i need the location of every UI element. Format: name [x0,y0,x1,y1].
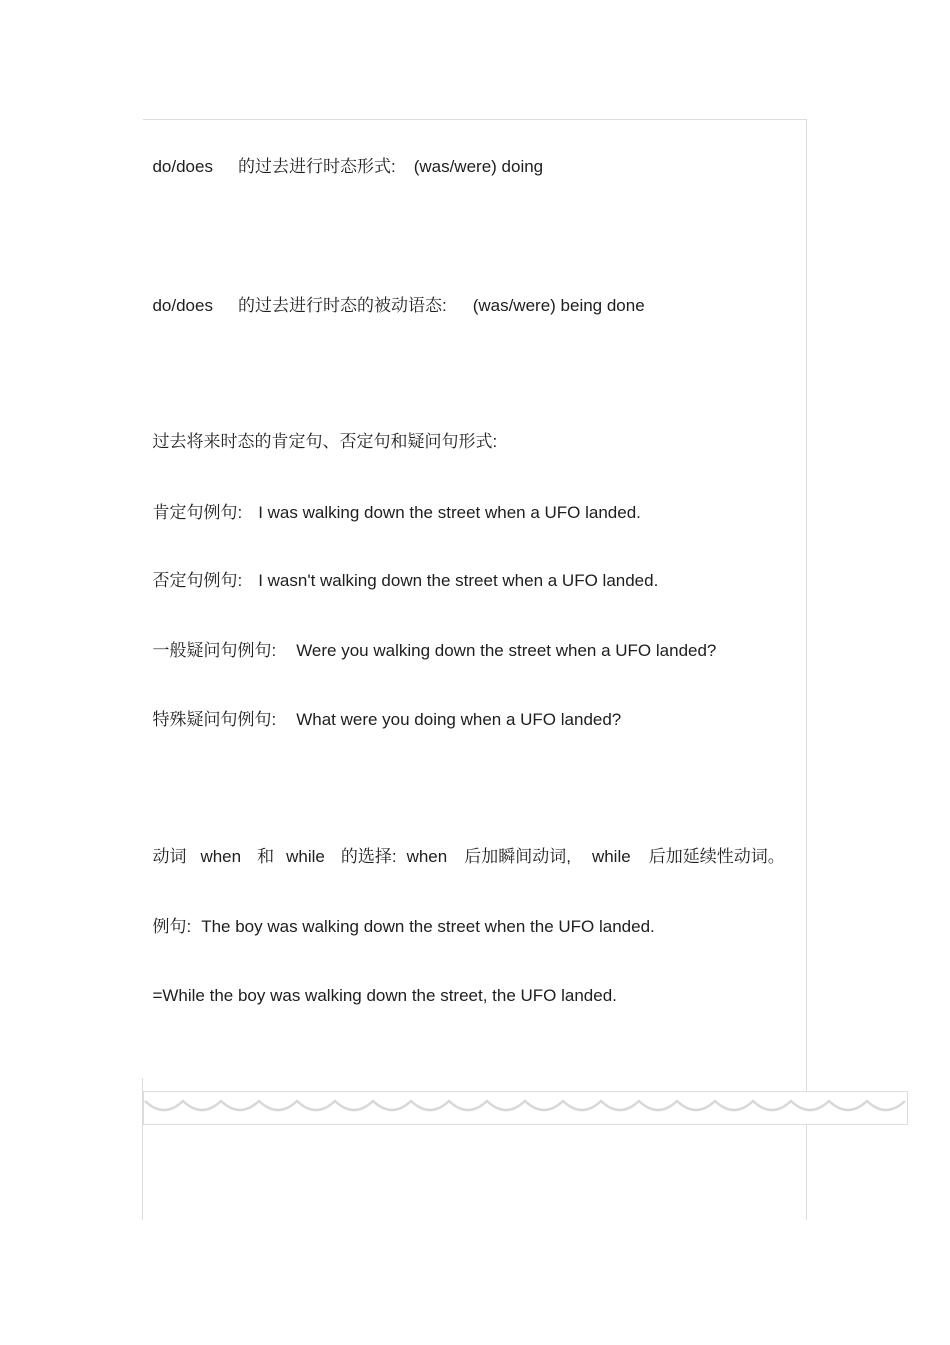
rule-word-durative-verb: 后加延续性动词。 [648,847,785,866]
scallop-strip-box [144,1092,908,1125]
example-while-line [143,963,617,1007]
rule-word-while-2: while [591,847,631,866]
frame-top-border [143,119,807,120]
rule-word-verb: 动词 [152,847,187,866]
rule-word-and: 和 [257,847,275,866]
wh-question-label: 特殊疑问句例句: [152,710,277,729]
past-progressive-form-value: (was/were) doing [413,157,544,176]
rule-word-while: while [286,847,325,866]
example-when-sentence: The boy was walking down the street when the UFO landed. [201,917,655,936]
affirmative-example-line [143,480,641,524]
negative-label: 否定句例句: [152,571,243,590]
rule-word-instant-verb: 后加瞬间动词, [464,847,571,866]
past-progressive-form-label: 的过去进行时态形式: [237,157,396,176]
yes-no-question-sentence: Were you walking down the street when a UFO landed? [296,641,717,660]
section-heading-text: 过去将来时态的肯定句、否定句和疑问句形式: [152,432,498,451]
past-progressive-passive-value: (was/were) being done [472,296,645,315]
affirmative-sentence: I was walking down the street when a UFO landed. [258,503,641,522]
frame-right-border-lower [806,1125,807,1220]
rule-word-choice: 的选择: [340,847,397,866]
rule-word-when-2: when [406,847,448,866]
do-does-label: do/does [152,157,213,176]
affirmative-label: 肯定句例句: [152,503,243,522]
frame-right-border [806,119,807,1091]
wh-question-sentence: What were you doing when a UFO landed? [296,710,622,729]
negative-example-line [143,548,658,592]
past-progressive-passive-line [143,273,645,317]
example-when-line [143,894,655,938]
when-while-rule-line [143,824,785,868]
section-heading-forms [143,409,497,453]
example-while-sentence: =While the boy was walking down the street, the UFO landed. [152,986,617,1005]
yes-no-question-example-line [143,618,716,662]
negative-sentence: I wasn't walking down the street when a UFO landed. [258,571,659,590]
example-label: 例句: [152,917,192,936]
wh-question-example-line [143,687,621,731]
yes-no-question-label: 一般疑问句例句: [152,641,277,660]
past-progressive-passive-label: 的过去进行时态的被动语态: [237,296,447,315]
past-progressive-form-line [143,134,543,178]
do-does-label: do/does [152,296,213,315]
scalloped-border-decoration [143,1091,908,1125]
frame-left-border-lower [142,1138,143,1220]
rule-word-when: when [200,847,242,866]
